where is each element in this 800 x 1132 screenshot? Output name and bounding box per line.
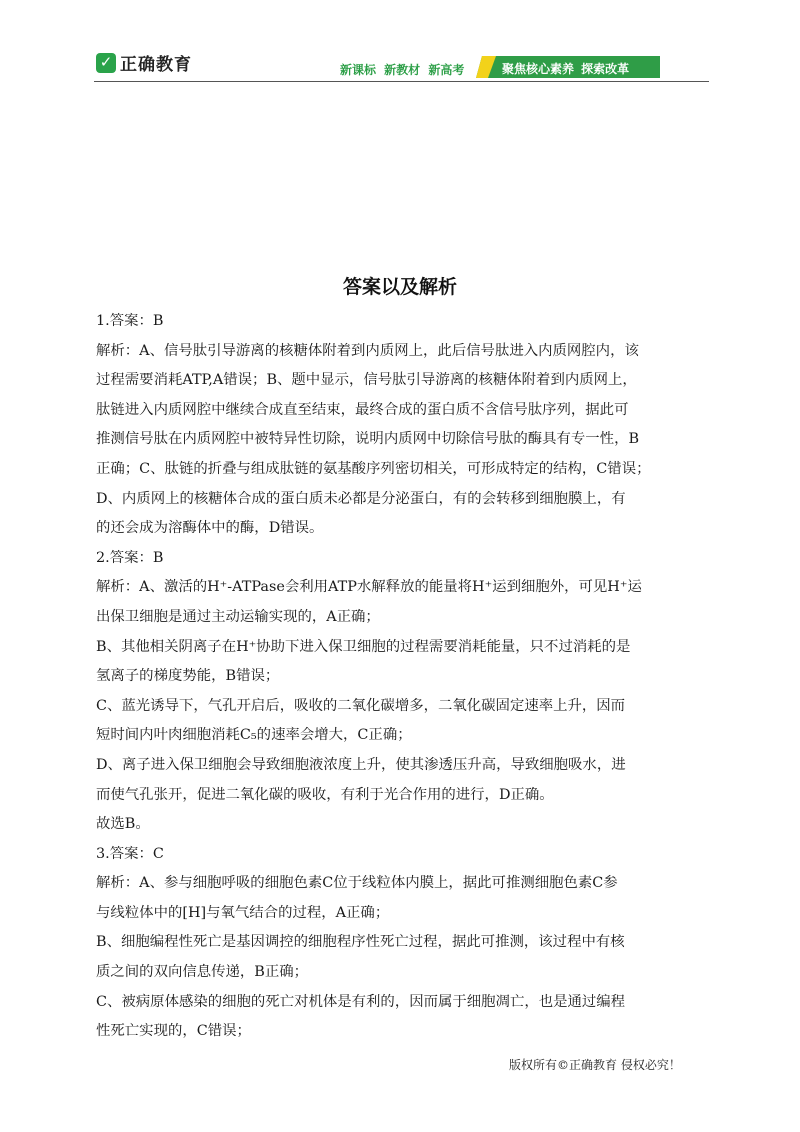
text-line: C、被病原体感染的细胞的死亡对机体是有利的，因而属于细胞凋亡，也是通过编程 bbox=[96, 993, 626, 1010]
text-line: 推测信号肽在内质网腔中被特异性切除，说明内质网中切除信号肽的酶具有专一性，B bbox=[96, 431, 640, 448]
text-line: 而使气孔张开，促进二氧化碳的吸收，有利于光合作用的进行，D正确。 bbox=[96, 786, 554, 803]
text-line: B、其他相关阴离子在H⁺协助下进入保卫细胞的过程需要消耗能量，只不过消耗的是 bbox=[96, 638, 631, 655]
text-line: D、内质网上的核糖体合成的蛋白质未必都是分泌蛋白，有的会转移到细胞膜上，有 bbox=[96, 490, 626, 507]
copyright-footer: 版权所有©正确教育 侵权必究！ bbox=[509, 1058, 681, 1072]
text-line: 正确；C、肽链的折叠与组成肽链的氨基酸序列密切相关，可形成特定的结构，C错误； bbox=[96, 460, 651, 477]
text-line: 性死亡实现的，C错误； bbox=[96, 1023, 251, 1040]
text-line: 解析：A、激活的H⁺-ATPase会利用ATP水解释放的能量将H⁺运到细胞外，可见H⁺运 bbox=[96, 579, 642, 596]
text-line: 解析：A、参与细胞呼吸的细胞色素C位于线粒体内膜上，据此可推测细胞色素C参 bbox=[96, 875, 618, 892]
text-line: 出保卫细胞是通过主动运输实现的，A正确； bbox=[96, 608, 380, 625]
text-line: D、离子进入保卫细胞会导致细胞液浓度上升，使其渗透压升高，导致细胞吸水，进 bbox=[96, 756, 626, 773]
text-line: C、蓝光诱导下，气孔开启后，吸收的二氧化碳增多，二氧化碳固定速率上升，因而 bbox=[96, 697, 626, 714]
text-line: 3.答案：C bbox=[96, 845, 164, 862]
slogan-banner bbox=[476, 56, 660, 80]
page-header bbox=[0, 0, 800, 84]
text-line: 的还会成为溶酶体中的酶，D错误。 bbox=[96, 520, 324, 537]
slogan-left: 新课标 新教材 新高考 bbox=[340, 63, 465, 77]
brand-name: 正确教育 bbox=[120, 55, 192, 75]
text-line: 1.答案：B bbox=[96, 313, 164, 329]
text-line: 质之间的双向信息传递，B正确； bbox=[96, 964, 309, 981]
page-title: 答案以及解析 bbox=[342, 276, 457, 298]
text-line: 过程需要消耗ATP,A错误；B、题中显示，信号肽引导游离的核糖体附着到内质网上， bbox=[96, 372, 637, 389]
answer-body bbox=[96, 307, 708, 1047]
text-line: 肽链进入内质网腔中继续合成直至结束，最终合成的蛋白质不含信号肽序列，据此可 bbox=[96, 401, 629, 418]
text-line: B、细胞编程性死亡是基因调控的细胞程序性死亡过程，据此可推测，该过程中有核 bbox=[96, 934, 625, 951]
text-line: 与线粒体中的[H]与氧气结合的过程，A正确； bbox=[96, 904, 390, 921]
text-line: 氢离子的梯度势能，B错误； bbox=[96, 668, 280, 685]
text-line: 故选B。 bbox=[96, 816, 150, 833]
checkmark-icon: ✓ bbox=[96, 53, 116, 73]
text-line: 短时间内叶肉细胞消耗C₅的速率会增大，C正确； bbox=[96, 727, 412, 744]
slogan-right: 聚焦核心素养 探索改革 bbox=[502, 62, 630, 76]
text-line: 解析：A、信号肽引导游离的核糖体附着到内质网上，此后信号肽进入内质网腔内，该 bbox=[96, 342, 639, 359]
text-line: 2.答案：B bbox=[96, 549, 164, 566]
brand-logo bbox=[96, 50, 192, 75]
header-divider bbox=[94, 81, 709, 82]
